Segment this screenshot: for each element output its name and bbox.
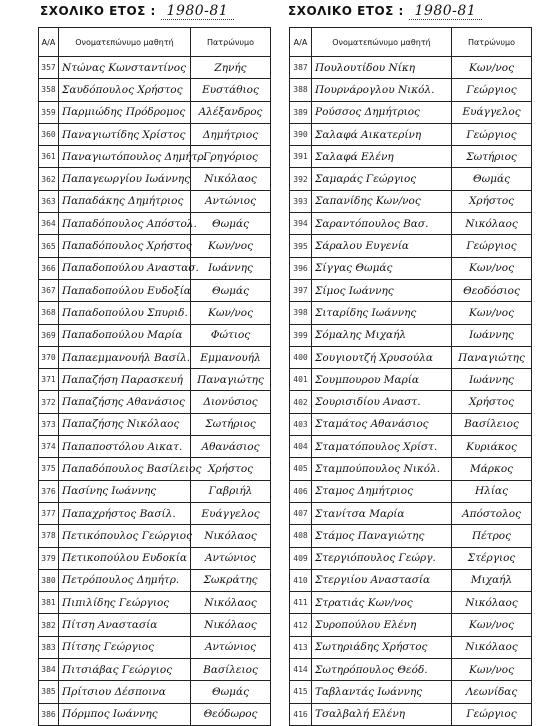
row-number: 393 [290, 190, 312, 212]
father-name: Ευάγγελος [191, 502, 271, 524]
row-number: 412 [290, 614, 312, 636]
row-number: 375 [39, 458, 59, 480]
student-name: Παπαγεωργίου Ιωάννης [59, 168, 191, 190]
table-row [39, 302, 271, 324]
father-name: Κων/νος [452, 257, 532, 279]
table-row [290, 480, 532, 502]
student-name: Σουρισιδίου Αναστ. [312, 391, 452, 413]
father-name: Σωκράτης [191, 569, 271, 591]
table-row [39, 257, 271, 279]
table-row [39, 213, 271, 235]
table-row [39, 525, 271, 547]
row-number: 376 [39, 480, 59, 502]
student-name: Στεργιόπουλος Γεώργ. [312, 547, 452, 569]
father-name: Σωτήριος [452, 146, 532, 168]
table-row [39, 569, 271, 591]
father-name: Κων/νος [452, 614, 532, 636]
student-name: Σαμαράς Γεώργιος [312, 168, 452, 190]
table-row [290, 279, 532, 301]
table-row [290, 413, 532, 435]
row-number: 394 [290, 213, 312, 235]
row-number: 373 [39, 413, 59, 435]
student-name: Παναγιωτίδης Χρίστος [59, 123, 191, 145]
father-name: Θωμάς [191, 279, 271, 301]
table-row [39, 369, 271, 391]
father-name: Σωτήριος [191, 413, 271, 435]
student-name: Στεργιίου Αναστασία [312, 569, 452, 591]
student-name: Πίτση Αναστασία [59, 614, 191, 636]
table-row [290, 436, 532, 458]
student-name: Πρίτσιου Δέσποινα [59, 681, 191, 703]
row-number: 379 [39, 547, 59, 569]
father-name: Μάρκος [452, 458, 532, 480]
student-name: Σαυδόπουλος Χρήστος [59, 79, 191, 101]
student-name: Παπαζήσης Νικόλαος [59, 413, 191, 435]
father-name: Αθανάσιος [191, 436, 271, 458]
table-row [290, 636, 532, 658]
right-school-year-value: 1980-81 [409, 3, 483, 20]
student-name: Παπαζήση Παρασκευή [59, 369, 191, 391]
student-name: Ταβλαντάς Ιωάννης [312, 681, 452, 703]
father-name: Κων/νος [452, 659, 532, 681]
table-row [39, 391, 271, 413]
table-row [39, 123, 271, 145]
student-name: Παπαδόπουλος Βασίλειος [59, 458, 191, 480]
student-name: Παπαχρήστος Βασίλ. [59, 502, 191, 524]
row-number: 360 [39, 123, 59, 145]
father-column-header: Πατρώνυμο [452, 28, 532, 57]
row-number: 410 [290, 569, 312, 591]
student-name: Πασίνης Ιωάννης [59, 480, 191, 502]
table-row [39, 502, 271, 524]
father-name: Ηλίας [452, 480, 532, 502]
table-row [290, 213, 532, 235]
row-number: 403 [290, 413, 312, 435]
table-row [39, 346, 271, 368]
row-number: 357 [39, 57, 59, 79]
student-name: Πιπιλίδης Γεώργιος [59, 592, 191, 614]
father-name: Κων/νος [191, 235, 271, 257]
row-number: 368 [39, 302, 59, 324]
student-name: Παναγιωτόπουλος Δημήτρ. [59, 146, 191, 168]
student-column-header: Ονοματεπώνυμο μαθητή [312, 28, 452, 57]
student-name: Στρατιάς Κων/νος [312, 592, 452, 614]
student-name: Πετικοπούλου Ευδοκία [59, 547, 191, 569]
row-number: 358 [39, 79, 59, 101]
table-row [290, 101, 532, 123]
row-number: 372 [39, 391, 59, 413]
father-name: Ιωάννης [191, 257, 271, 279]
father-name: Νικόλαος [452, 592, 532, 614]
table-row [290, 146, 532, 168]
father-name: Νικόλαος [191, 592, 271, 614]
student-name: Παπαεμμανουήλ Βασίλ. [59, 346, 191, 368]
father-name: Κων/νος [452, 302, 532, 324]
father-name: Βασίλειος [452, 413, 532, 435]
table-row [290, 168, 532, 190]
row-number: 390 [290, 123, 312, 145]
table-row [290, 235, 532, 257]
student-column-header: Ονοματεπώνυμο μαθητή [59, 28, 191, 57]
father-name: Ζηνής [191, 57, 271, 79]
row-number: 367 [39, 279, 59, 301]
aa-column-header: Α/Α [39, 28, 59, 57]
father-name: Χρήστος [452, 391, 532, 413]
table-row [39, 168, 271, 190]
row-number: 409 [290, 547, 312, 569]
table-row [39, 592, 271, 614]
aa-column-header: Α/Α [290, 28, 312, 57]
table-row [39, 458, 271, 480]
row-number: 391 [290, 146, 312, 168]
student-name: Σιταρίδης Ιωάννης [312, 302, 452, 324]
father-name: Φώτιος [191, 324, 271, 346]
father-name: Βασίλειος [191, 659, 271, 681]
student-name: Σαραντόπουλος Βασ. [312, 213, 452, 235]
row-number: 381 [39, 592, 59, 614]
table-row [290, 346, 532, 368]
row-number: 400 [290, 346, 312, 368]
table-row [290, 525, 532, 547]
father-name: Νικόλαος [452, 213, 532, 235]
student-name: Ντώνας Κωνσταντίνος [59, 57, 191, 79]
table-row [39, 659, 271, 681]
row-number: 401 [290, 369, 312, 391]
row-number: 414 [290, 659, 312, 681]
row-number: 415 [290, 681, 312, 703]
row-number: 405 [290, 458, 312, 480]
student-name: Σταμπούπουλος Νικόλ. [312, 458, 452, 480]
row-number: 378 [39, 525, 59, 547]
row-number: 402 [290, 391, 312, 413]
table-row [39, 79, 271, 101]
table-row [290, 369, 532, 391]
father-name: Θωμάς [452, 168, 532, 190]
father-name: Στέργιος [452, 547, 532, 569]
father-name: Νικόλαος [191, 614, 271, 636]
father-name: Γεώργιος [452, 79, 532, 101]
row-number: 380 [39, 569, 59, 591]
father-name: Απόστολος [452, 502, 532, 524]
father-name: Χρήστος [452, 190, 532, 212]
table-row [290, 391, 532, 413]
student-name: Πετικόπουλος Γεώργιος [59, 525, 191, 547]
student-name: Σταμος Δημήτριος [312, 480, 452, 502]
father-column-header: Πατρώνυμο [191, 28, 271, 57]
student-name: Παπαζήσης Αθανάσιος [59, 391, 191, 413]
table-row [290, 681, 532, 703]
student-name: Παπαδοπούλου Ευδοξία [59, 279, 191, 301]
row-number: 369 [39, 324, 59, 346]
father-name: Γεώργιος [452, 235, 532, 257]
student-name: Στανίτσα Μαρία [312, 502, 452, 524]
father-name: Χρήστος [191, 458, 271, 480]
table-row [39, 413, 271, 435]
student-name: Συροπούλου Ελένη [312, 614, 452, 636]
student-name: Σαλαφά Αικατερίνη [312, 123, 452, 145]
student-name: Σουμπουρου Μαρία [312, 369, 452, 391]
left-school-year-value: 1980-81 [161, 3, 235, 20]
student-name: Σάραλου Ευγενία [312, 235, 452, 257]
father-name: Θωμάς [191, 213, 271, 235]
row-number: 382 [39, 614, 59, 636]
table-row [290, 302, 532, 324]
father-name: Κων/νος [452, 57, 532, 79]
student-name: Σίμος Ιωάννης [312, 279, 452, 301]
row-number: 389 [290, 101, 312, 123]
table-row [290, 547, 532, 569]
table-header-row [290, 28, 532, 57]
student-name: Παπαδάκης Δημήτριος [59, 190, 191, 212]
row-number: 371 [39, 369, 59, 391]
row-number: 386 [39, 703, 59, 725]
father-name: Κων/νος [191, 302, 271, 324]
student-name: Πουρνάρογλου Νικόλ. [312, 79, 452, 101]
table-row [39, 279, 271, 301]
student-name: Παπαδόπουλος Χρήστος [59, 235, 191, 257]
row-number: 411 [290, 592, 312, 614]
student-name: Ρούσσος Δημήτριος [312, 101, 452, 123]
row-number: 399 [290, 324, 312, 346]
father-name: Αντώνιος [191, 636, 271, 658]
row-number: 365 [39, 235, 59, 257]
father-name: Δημήτριος [191, 123, 271, 145]
student-name: Σουγιουτζή Χρυσούλα [312, 346, 452, 368]
table-row [39, 436, 271, 458]
father-name: Παναγιώτης [452, 346, 532, 368]
student-name: Πιτσιάβας Γεώργιος [59, 659, 191, 681]
father-name: Διονύσιος [191, 391, 271, 413]
row-number: 392 [290, 168, 312, 190]
table-row [290, 57, 532, 79]
father-name: Εμμανουήλ [191, 346, 271, 368]
row-number: 396 [290, 257, 312, 279]
father-name: Κυριάκος [452, 436, 532, 458]
table-row [39, 57, 271, 79]
right-school-year-header [288, 3, 482, 19]
left-register-table [38, 27, 271, 726]
table-row [39, 324, 271, 346]
father-name: Ευάγγελος [452, 101, 532, 123]
row-number: 383 [39, 636, 59, 658]
father-name: Θεοδόσιος [452, 279, 532, 301]
father-name: Γρηγόριος [191, 146, 271, 168]
table-row [290, 502, 532, 524]
row-number: 359 [39, 101, 59, 123]
row-number: 363 [39, 190, 59, 212]
father-name: Μιχαήλ [452, 569, 532, 591]
table-row [39, 681, 271, 703]
table-row [39, 235, 271, 257]
student-name: Παρμιώδης Πρόδρομος [59, 101, 191, 123]
table-row [290, 257, 532, 279]
row-number: 377 [39, 502, 59, 524]
student-name: Πετρόπουλος Δημήτρ. [59, 569, 191, 591]
row-number: 413 [290, 636, 312, 658]
left-school-year-header [40, 3, 234, 19]
row-number: 366 [39, 257, 59, 279]
table-row [290, 458, 532, 480]
father-name: Νικόλαος [452, 636, 532, 658]
row-number: 406 [290, 480, 312, 502]
student-name: Σωτηρόπουλος Θεόδ. [312, 659, 452, 681]
table-row [39, 480, 271, 502]
row-number: 398 [290, 302, 312, 324]
table-row [290, 324, 532, 346]
student-name: Σωτηριάδης Χρήστος [312, 636, 452, 658]
father-name: Ιωάννης [452, 369, 532, 391]
father-name: Γεώργιος [452, 123, 532, 145]
row-number: 407 [290, 502, 312, 524]
school-year-label: ΣΧΟΛΙΚΟ ΕΤΟΣ : [288, 4, 404, 18]
row-number: 408 [290, 525, 312, 547]
table-row [39, 190, 271, 212]
father-name: Παναγιώτης [191, 369, 271, 391]
father-name: Πέτρος [452, 525, 532, 547]
table-row [39, 614, 271, 636]
student-name: Σόμαλης Μιχαήλ [312, 324, 452, 346]
student-name: Παπαδοπούλου Μαρία [59, 324, 191, 346]
row-number: 404 [290, 436, 312, 458]
table-row [39, 101, 271, 123]
student-name: Σαπανίδης Κων/νος [312, 190, 452, 212]
row-number: 397 [290, 279, 312, 301]
table-row [290, 569, 532, 591]
right-register-table [289, 27, 532, 726]
father-name: Νικόλαος [191, 525, 271, 547]
row-number: 370 [39, 346, 59, 368]
row-number: 374 [39, 436, 59, 458]
table-row [290, 123, 532, 145]
student-name: Παπαποστόλου Αικατ. [59, 436, 191, 458]
row-number: 362 [39, 168, 59, 190]
student-name: Παπαδοπούλου Αναστασ. [59, 257, 191, 279]
row-number: 388 [290, 79, 312, 101]
father-name: Θεόδωρος [191, 703, 271, 725]
table-row [39, 636, 271, 658]
school-year-label: ΣΧΟΛΙΚΟ ΕΤΟΣ : [40, 4, 156, 18]
row-number: 364 [39, 213, 59, 235]
father-name: Γαβριήλ [191, 480, 271, 502]
father-name: Νικόλαος [191, 168, 271, 190]
table-row [39, 703, 271, 725]
father-name: Αντώνιος [191, 190, 271, 212]
father-name: Αντώνιος [191, 547, 271, 569]
table-header-row [39, 28, 271, 57]
father-name: Λεωνίδας [452, 681, 532, 703]
student-name: Σταμάτος Αθανάσιος [312, 413, 452, 435]
table-row [290, 659, 532, 681]
student-name: Τσαλβαλή Ελένη [312, 703, 452, 725]
row-number: 385 [39, 681, 59, 703]
student-name: Πίτσης Γεώργιος [59, 636, 191, 658]
student-name: Στάμος Παναγιώτης [312, 525, 452, 547]
student-name: Σίγγας Θωμάς [312, 257, 452, 279]
row-number: 387 [290, 57, 312, 79]
row-number: 361 [39, 146, 59, 168]
student-name: Πόρμπος Ιωάννης [59, 703, 191, 725]
father-name: Ευστάθιος [191, 79, 271, 101]
row-number: 384 [39, 659, 59, 681]
father-name: Ιωάννης [452, 324, 532, 346]
row-number: 395 [290, 235, 312, 257]
student-name: Πουλουτίδου Νίκη [312, 57, 452, 79]
table-row [290, 614, 532, 636]
student-name: Σαλαφά Ελένη [312, 146, 452, 168]
table-row [290, 190, 532, 212]
table-row [290, 592, 532, 614]
table-row [39, 547, 271, 569]
table-row [290, 79, 532, 101]
table-row [290, 703, 532, 725]
student-name: Παπαδοπούλου Σπυριδ. [59, 302, 191, 324]
student-name: Σταματόπουλος Χρίστ. [312, 436, 452, 458]
row-number: 416 [290, 703, 312, 725]
table-row [39, 146, 271, 168]
father-name: Γεώργιος [452, 703, 532, 725]
father-name: Θωμάς [191, 681, 271, 703]
father-name: Αλέξανδρος [191, 101, 271, 123]
student-name: Παπαδόπουλος Απόστολ. [59, 213, 191, 235]
